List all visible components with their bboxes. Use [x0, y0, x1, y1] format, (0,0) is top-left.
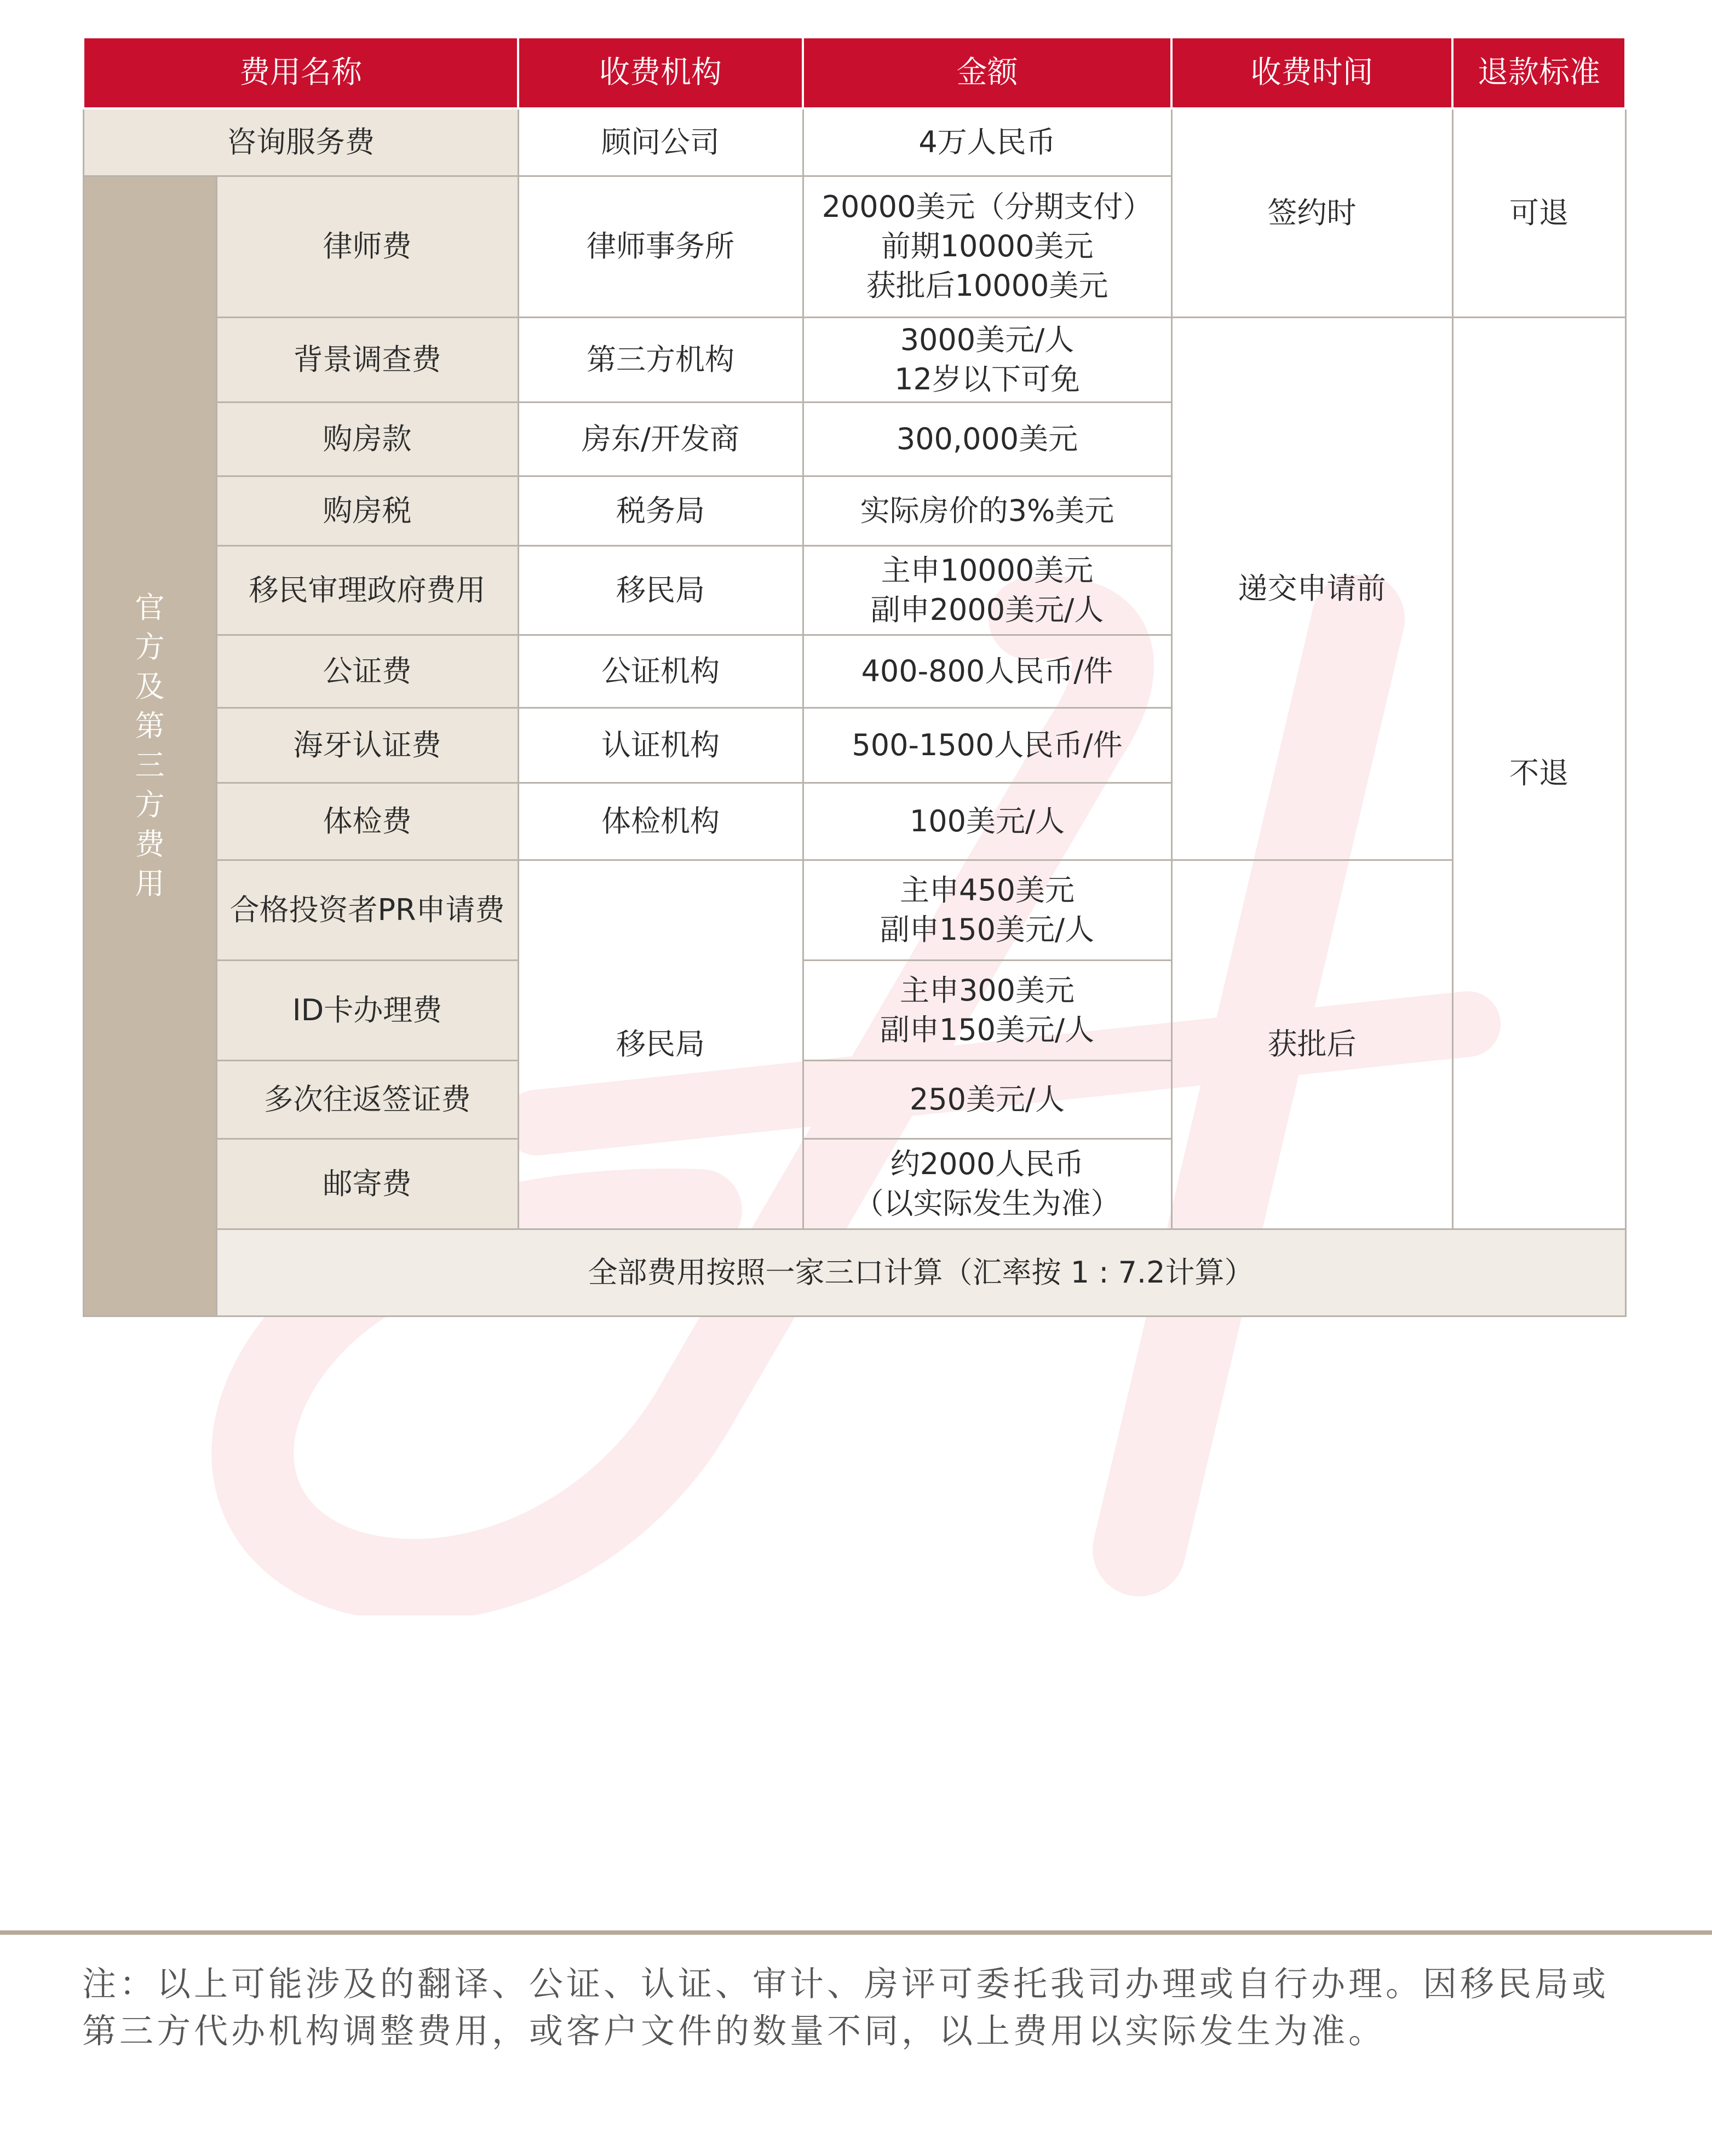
- amount-line: 前期10000美元: [881, 229, 1094, 263]
- org-cell: 认证机构: [518, 708, 803, 783]
- header-fee-name: 费用名称: [83, 37, 518, 108]
- fee-name-cell: 背景调查费: [216, 317, 518, 402]
- refund-cell-yes: 可退: [1452, 108, 1625, 317]
- group-label-cell: [83, 176, 216, 1316]
- fee-name-cell: 律师费: [216, 176, 518, 317]
- amount-cell: 实际房价的3%美元: [803, 476, 1171, 545]
- amount-cell: 250美元/人: [803, 1060, 1171, 1139]
- amount-line: 副申150美元/人: [880, 912, 1095, 947]
- amount-line: 约2000人民币: [890, 1146, 1084, 1181]
- fee-name-cell: 多次往返签证费: [216, 1060, 518, 1139]
- table-row: [83, 860, 1625, 960]
- amount-cell: 500-1500人民币/件: [803, 708, 1171, 783]
- amount-line: 3000美元/人: [900, 322, 1075, 357]
- org-cell: 律师事务所: [518, 176, 803, 317]
- fee-name-cell: 购房税: [216, 476, 518, 545]
- fee-name-cell: 邮寄费: [216, 1139, 518, 1229]
- time-cell-sign: 签约时: [1171, 108, 1452, 317]
- amount-cell: 400-800人民币/件: [803, 635, 1171, 708]
- amount-cell: [803, 545, 1171, 635]
- org-cell: 顾问公司: [518, 108, 803, 176]
- amount-cell: [803, 960, 1171, 1060]
- amount-line: 主申450美元: [899, 872, 1075, 907]
- fee-name-cell: 移民审理政府费用: [216, 545, 518, 635]
- footer-note: 全部费用按照一家三口计算（汇率按 1 : 7.2计算）: [216, 1229, 1625, 1316]
- amount-line: 20000美元（分期支付）: [821, 189, 1153, 224]
- fee-name-cell: 体检费: [216, 783, 518, 860]
- org-cell: 房东/开发商: [518, 402, 803, 476]
- fee-name-cell: ID卡办理费: [216, 960, 518, 1060]
- separator-line: [0, 1930, 1712, 1935]
- amount-line: （以实际发生为准）: [854, 1186, 1121, 1221]
- time-cell-before: 递交申请前: [1171, 317, 1452, 860]
- org-cell: 公证机构: [518, 635, 803, 708]
- org-cell: 第三方机构: [518, 317, 803, 402]
- amount-cell: [803, 176, 1171, 317]
- org-cell: 税务局: [518, 476, 803, 545]
- fee-name-cell: 购房款: [216, 402, 518, 476]
- amount-cell: 300,000美元: [803, 402, 1171, 476]
- amount-line: 主申300美元: [899, 973, 1075, 1008]
- fee-name-cell: 海牙认证费: [216, 708, 518, 783]
- header-org: 收费机构: [518, 37, 803, 108]
- fee-name-cell: 咨询服务费: [83, 108, 518, 176]
- footnote: 注：以上可能涉及的翻译、公证、认证、审计、房评可委托我司办理或自行办理。因移民局或第三方代办机构调整费用，或客户文件的数量不同，以上费用以实际发生为准。: [82, 1964, 1610, 2051]
- table-header-row: [83, 37, 1625, 108]
- amount-cell: [803, 317, 1171, 402]
- amount-line: 12岁以下可免: [894, 361, 1080, 396]
- header-amount: 金额: [803, 37, 1171, 108]
- amount-cell: 4万人民币: [803, 108, 1171, 176]
- header-time: 收费时间: [1171, 37, 1452, 108]
- amount-cell: [803, 860, 1171, 960]
- amount-cell: 100美元/人: [803, 783, 1171, 860]
- refund-cell-no: 不退: [1452, 317, 1625, 1229]
- group-label: 官方及第三方费用: [135, 590, 165, 901]
- table-footer-row: [83, 1229, 1625, 1316]
- fee-name-cell: 公证费: [216, 635, 518, 708]
- header-refund: 退款标准: [1452, 37, 1625, 108]
- amount-line: 获批后10000美元: [866, 268, 1108, 303]
- time-cell-after: 获批后: [1171, 860, 1452, 1229]
- org-cell: 体检机构: [518, 783, 803, 860]
- table-row: [83, 108, 1625, 176]
- amount-line: 主申10000美元: [881, 553, 1094, 588]
- amount-line: 副申2000美元/人: [870, 592, 1104, 627]
- fee-table: [82, 36, 1627, 1317]
- amount-cell: [803, 1139, 1171, 1229]
- table-row: [83, 317, 1625, 402]
- amount-line: 副申150美元/人: [880, 1012, 1095, 1047]
- fee-name-cell: 合格投资者PR申请费: [216, 860, 518, 960]
- org-cell: 移民局: [518, 545, 803, 635]
- org-cell-immigration: 移民局: [518, 860, 803, 1229]
